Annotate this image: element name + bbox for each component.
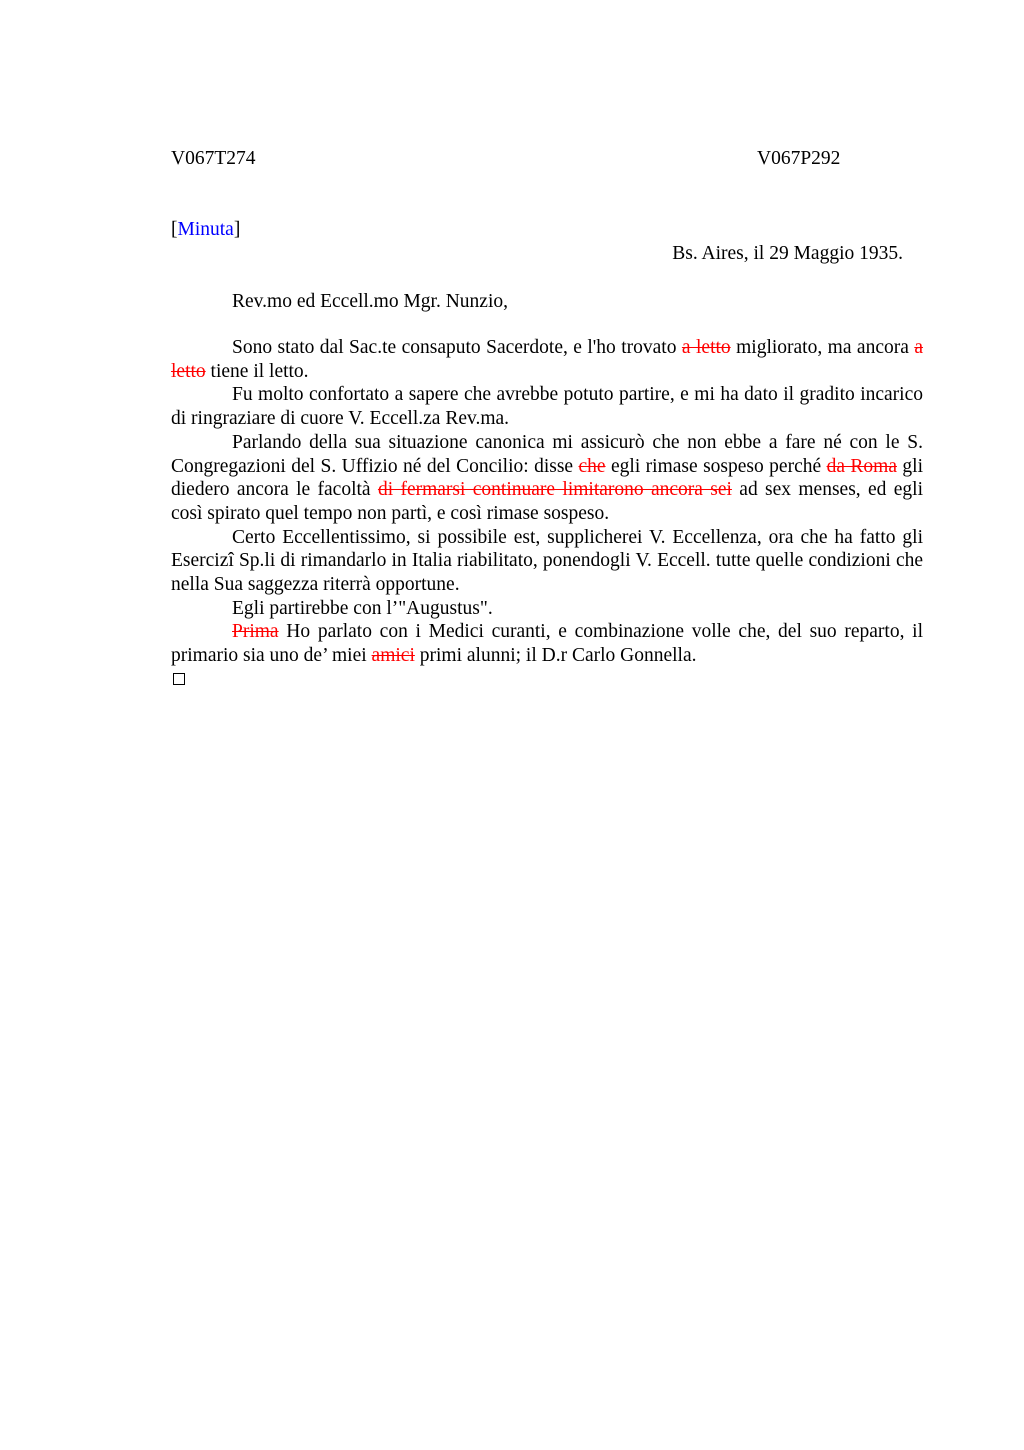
paragraph-2 bbox=[171, 383, 923, 430]
deleted-text: di fermarsi continuare limitarono ancora sei bbox=[377, 479, 732, 501]
paragraph-4 bbox=[171, 526, 923, 597]
text-run: tiene il letto. bbox=[205, 360, 309, 382]
date-line: Bs. Aires, il 29 Maggio 1935. bbox=[672, 243, 903, 264]
text-run: ad sex menses, ed egli così spirato quel tempo non partì, e così rimase sospeso. bbox=[171, 479, 923, 524]
text-run: egli rimase sospeso perché bbox=[605, 455, 827, 477]
deleted-text: a letto bbox=[171, 337, 923, 382]
paragraph-6 bbox=[171, 620, 923, 667]
deleted-text: Prima bbox=[232, 621, 279, 643]
salutation: Rev.mo ed Eccell.mo Mgr. Nunzio, bbox=[232, 291, 509, 312]
paragraph-5 bbox=[171, 597, 923, 621]
text-run: Sp.li di rimandarlo in Italia riabilitato, ponendogli V. Eccell. tutte quelle condizioni che nella Sua saggezza riterrà opportune. bbox=[171, 550, 923, 596]
paragraph-1 bbox=[171, 336, 923, 383]
document-code-left: V067T274 bbox=[171, 148, 256, 169]
label-open-bracket: [ bbox=[171, 219, 178, 240]
text-run: Certo Eccellentissimo, si possibile est, supplicherei V. Eccellenza, ora che ha fatto gli Esercizi bbox=[171, 526, 923, 572]
text-run: Egli partirebbe con l’"Augustus". bbox=[232, 597, 493, 619]
label-text: Minuta bbox=[177, 219, 234, 240]
text-run: migliorato, ma ancora bbox=[730, 337, 915, 358]
text-run: primi alunni; il D.r Carlo Gonnella. bbox=[414, 645, 697, 667]
text-run: Sono stato dal Sac.te consaputo Sacerdote, e l'ho trovato bbox=[232, 337, 682, 358]
letter-body bbox=[171, 336, 923, 668]
end-marker-box bbox=[173, 673, 185, 685]
text-run: Parlando della sua situazione canonica mi assicurò che non ebbe a fare né con le S. Congregazioni del S. Uffizio né del Concilio: disse bbox=[171, 431, 923, 477]
deleted-text: amici bbox=[371, 645, 415, 667]
text-run: Fu molto confortato a sapere che avrebbe potuto partire, e mi ha dato il gradito incarico di ringraziare di cuore V. Eccell.za Rev.ma. bbox=[171, 384, 923, 430]
minuta-label bbox=[171, 218, 240, 242]
document-code-right: V067P292 bbox=[757, 148, 841, 169]
label-close-bracket: ] bbox=[233, 219, 241, 240]
deleted-text: che bbox=[578, 455, 606, 477]
deleted-text: da Roma bbox=[826, 455, 897, 477]
paragraph-3 bbox=[171, 431, 923, 526]
deleted-text: a letto bbox=[681, 337, 731, 358]
text-run: gli diedero ancora le facoltà bbox=[171, 455, 923, 501]
text-run: Ho parlato con i Medici curanti, e combinazione volle che, del suo reparto, il primario sia uno de’ miei bbox=[171, 621, 923, 667]
